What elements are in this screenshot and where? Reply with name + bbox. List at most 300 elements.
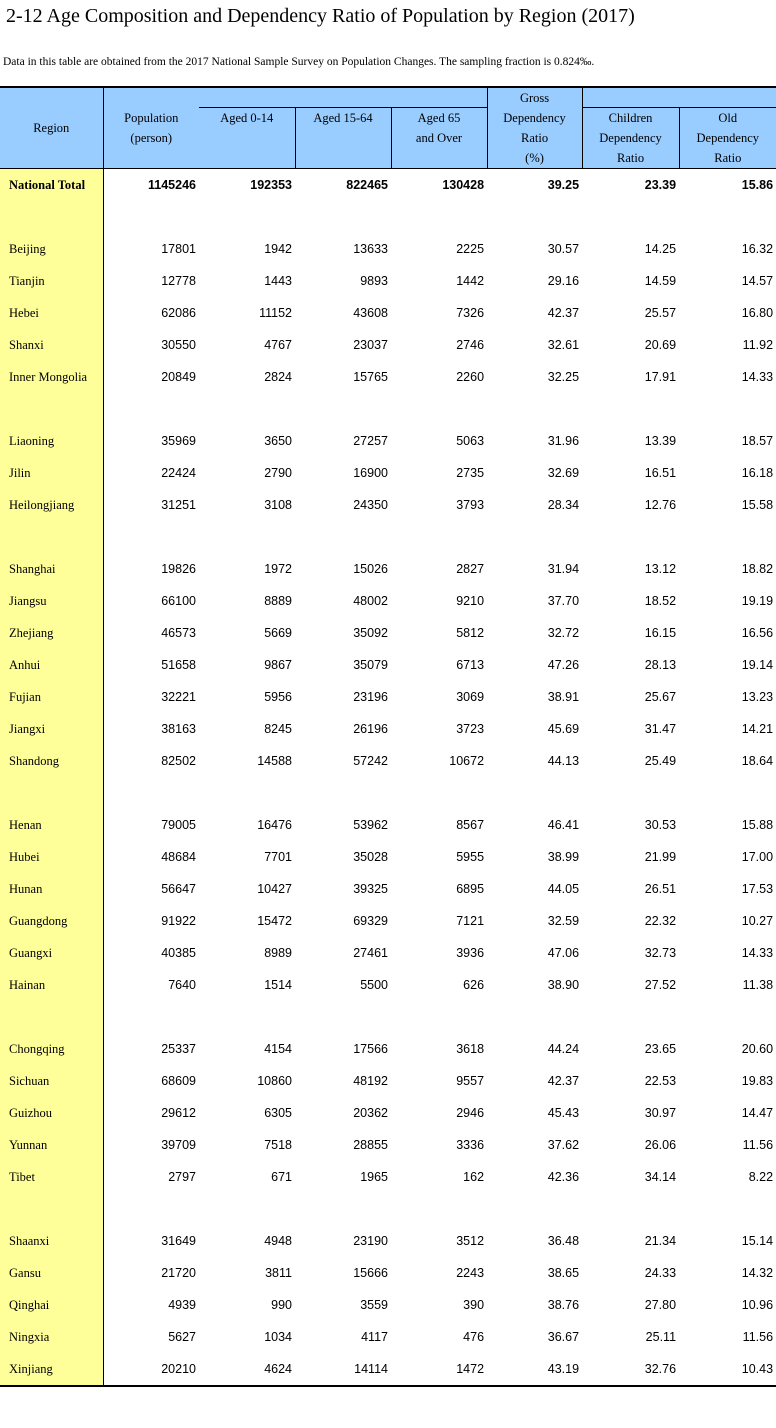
children-dependency-ratio-cell: 16.15 [644,626,677,640]
aged-65-over-cell: 1472 [391,1353,487,1386]
header-population: Population (person) [103,87,199,169]
aged-0-14-cell: 5669 [264,626,292,640]
table-row [0,649,776,681]
table-row [0,809,776,841]
header-old-dependency: Old Dependency Ratio [679,107,776,169]
gross-dependency-ratio-cell: 47.06 [547,946,580,960]
region-name: Jiangxi [0,713,103,745]
header-aged-0-14: Aged 0-14 [199,107,295,169]
gross-dependency-ratio-cell: 47.26 [547,658,580,672]
aged-15-64-cell: 17566 [353,1042,388,1056]
children-dependency-ratio-cell: 16.51 [644,466,677,480]
aged-65-over-cell: 6713 [456,658,485,672]
population-cell: 46573 [161,626,196,640]
aged-15-64-cell: 24350 [353,498,388,512]
region-name: Anhui [0,649,103,681]
aged-65-over-cell: 2746 [456,338,485,352]
children-dependency-ratio-cell: 23.65 [644,1042,677,1056]
aged-65-over-cell: 5955 [456,850,485,864]
table-row [0,1129,776,1161]
spacer-row [0,201,776,233]
old-dependency-ratio-cell: 11.38 [742,978,774,992]
table-row [0,617,776,649]
region-name: Chongqing [0,1033,103,1065]
aged-0-14-cell: 4948 [264,1234,292,1248]
aged-0-14-cell: 10427 [257,882,292,896]
aged-0-14-cell: 4767 [264,338,292,352]
aged-15-64-cell: 1965 [360,1170,388,1184]
population-cell: 35969 [161,434,196,448]
aged-15-64-cell: 13633 [353,242,388,256]
old-dependency-ratio-cell: 11.56 [742,1330,774,1344]
table-row [0,1225,776,1257]
region-name: Guangdong [0,905,103,937]
population-cell: 5627 [168,1330,196,1344]
aged-0-14-cell: 15472 [257,914,292,928]
population-cell: 25337 [161,1042,196,1056]
population-cell: 22424 [161,466,196,480]
population-cell: 17801 [161,242,196,256]
old-dependency-ratio-cell: 16.32 [741,242,774,256]
spacer-region [0,201,103,233]
region-name: Shandong [0,745,103,777]
children-dependency-ratio-cell: 32.76 [582,1353,679,1386]
gross-dependency-ratio-cell: 44.13 [547,754,580,768]
population-cell: 31251 [161,498,196,512]
children-dependency-ratio-cell: 20.69 [644,338,677,352]
page-title: 2-12 Age Composition and Dependency Ratio of Population by Region (2017) [6,5,635,27]
table-row [0,233,776,265]
old-dependency-ratio-cell: 14.32 [741,1266,774,1280]
spacer-row [0,777,776,809]
gross-dependency-ratio-cell: 32.61 [547,338,580,352]
table-row [0,905,776,937]
old-dependency-ratio-cell: 16.56 [741,626,774,640]
region-name: Shanxi [0,329,103,361]
region-name: Guizhou [0,1097,103,1129]
old-dependency-ratio-cell: 16.18 [741,466,774,480]
population-cell: 32221 [161,690,196,704]
aged-15-64-cell: 15026 [353,562,388,576]
aged-0-14-cell: 14588 [257,754,292,768]
children-dependency-ratio-cell: 21.99 [644,850,677,864]
aged-15-64-cell: 20362 [353,1106,388,1120]
aged-15-64-cell: 69329 [353,914,388,928]
gross-dependency-ratio-cell: 38.76 [547,1298,580,1312]
region-name: Inner Mongolia [0,361,103,393]
table-header [0,87,776,169]
old-dependency-ratio-cell: 13.23 [741,690,774,704]
table-row [0,1065,776,1097]
children-dependency-ratio-cell: 22.32 [644,914,677,928]
children-dependency-ratio-cell: 21.34 [644,1234,677,1248]
aged-15-64-cell: 28855 [353,1138,388,1152]
aged-15-64-cell: 3559 [360,1298,388,1312]
region-name: Hainan [0,969,103,1001]
aged-65-over-cell: 3618 [456,1042,485,1056]
header-aged-65-over: Aged 65 and Over [391,107,487,169]
aged-15-64-cell: 15765 [353,370,388,384]
aged-15-64-cell: 23196 [353,690,388,704]
gross-dependency-ratio-cell: 37.70 [547,594,580,608]
table-row [0,841,776,873]
old-dependency-ratio-cell: 18.82 [741,562,774,576]
aged-0-14-cell: 9867 [264,658,292,672]
aged-0-14-cell: 3650 [264,434,292,448]
table-row [0,1257,776,1289]
population-cell: 68609 [161,1074,196,1088]
children-dependency-ratio-cell: 26.06 [644,1138,677,1152]
table-body [0,169,776,1387]
old-dependency-ratio-cell: 19.83 [741,1074,774,1088]
gross-dependency-ratio-cell: 38.99 [547,850,580,864]
population-cell: 66100 [161,594,196,608]
table-row [0,873,776,905]
aged-15-64-cell: 48192 [353,1074,388,1088]
aged-65-over-cell: 2827 [456,562,485,576]
gross-dependency-ratio-cell: 32.25 [547,370,580,384]
population-cell: 7640 [168,978,196,992]
table-row [0,297,776,329]
aged-65-over-cell: 2260 [456,370,485,384]
old-dependency-ratio-cell: 10.96 [741,1298,774,1312]
population-cell: 4939 [168,1298,196,1312]
aged-65-over-cell: 5812 [456,626,485,640]
children-dependency-ratio-cell: 24.33 [644,1266,677,1280]
population-cell: 40385 [161,946,196,960]
old-dependency-ratio-cell: 15.58 [741,498,774,512]
region-name: Hubei [0,841,103,873]
children-dependency-ratio-cell: 27.52 [644,978,677,992]
header-region: Region [0,87,103,169]
spacer-region [0,777,103,809]
aged-65-over-cell: 2735 [456,466,485,480]
children-dependency-ratio-cell: 25.57 [644,306,677,320]
gross-dependency-ratio-cell: 39.25 [547,178,580,192]
aged-15-64-cell: 14114 [295,1353,391,1386]
old-dependency-ratio-cell: 17.53 [741,882,774,896]
aged-0-14-cell: 2790 [264,466,292,480]
gross-dependency-ratio-cell: 31.94 [547,562,580,576]
old-dependency-ratio-cell: 18.64 [741,754,774,768]
aged-65-over-cell: 626 [463,978,485,992]
spacer-region [0,393,103,425]
region-name: Hebei [0,297,103,329]
region-name: Shanghai [0,553,103,585]
old-dependency-ratio-cell: 15.86 [741,178,774,192]
header-aged-15-64: Aged 15-64 [295,107,391,169]
gross-dependency-ratio-cell: 36.67 [547,1330,580,1344]
aged-15-64-cell: 16900 [353,466,388,480]
spacer-row [0,393,776,425]
aged-15-64-cell: 27257 [353,434,388,448]
table-row [0,265,776,297]
children-dependency-ratio-cell: 18.52 [644,594,677,608]
aged-15-64-cell: 35079 [353,658,388,672]
aged-15-64-cell: 26196 [353,722,388,736]
population-cell: 56647 [161,882,196,896]
gross-dependency-ratio-cell: 38.65 [547,1266,580,1280]
population-cell: 1145246 [148,178,196,192]
aged-65-over-cell: 5063 [456,434,485,448]
aged-65-over-cell: 1442 [456,274,485,288]
children-dependency-ratio-cell: 31.47 [644,722,677,736]
old-dependency-ratio-cell: 10.43 [679,1353,776,1386]
gross-dependency-ratio-cell: 44.05 [547,882,580,896]
children-dependency-ratio-cell: 27.80 [644,1298,677,1312]
table-row [0,1033,776,1065]
old-dependency-ratio-cell: 14.33 [741,946,774,960]
children-dependency-ratio-cell: 14.25 [644,242,677,256]
region-name: Xinjiang [0,1353,103,1386]
population-cell: 51658 [161,658,196,672]
gross-dependency-ratio-cell: 43.19 [487,1353,582,1386]
gross-dependency-ratio-cell: 36.48 [547,1234,580,1248]
population-cell: 31649 [161,1234,196,1248]
gross-dependency-ratio-cell: 32.59 [547,914,580,928]
aged-0-14-cell: 7518 [264,1138,292,1152]
aged-15-64-cell: 5500 [360,978,388,992]
children-dependency-ratio-cell: 26.51 [644,882,677,896]
table-row [0,1289,776,1321]
children-dependency-ratio-cell: 14.59 [644,274,677,288]
aged-65-over-cell: 7326 [456,306,485,320]
aged-0-14-cell: 671 [271,1170,292,1184]
children-dependency-ratio-cell: 13.12 [644,562,677,576]
population-cell: 20849 [161,370,196,384]
header-gross-dependency: Gross Dependency Ratio (%) [487,87,582,169]
aged-65-over-cell: 2946 [456,1106,485,1120]
aged-65-over-cell: 2243 [456,1266,485,1280]
aged-0-14-cell: 4624 [199,1353,295,1386]
table-row [0,553,776,585]
data-table [0,86,776,1387]
aged-65-over-cell: 2225 [456,242,485,256]
table-row [0,1161,776,1193]
children-dependency-ratio-cell: 12.76 [644,498,677,512]
children-dependency-ratio-cell: 30.97 [644,1106,677,1120]
children-dependency-ratio-cell: 13.39 [644,434,677,448]
table-note: Data in this table are obtained from the 2017 National Sample Survey on Population Changes. The sampling fraction is 0.824‰. [3,56,595,68]
table-row [0,585,776,617]
old-dependency-ratio-cell: 17.00 [741,850,774,864]
region-name: Hunan [0,873,103,905]
gross-dependency-ratio-cell: 45.69 [547,722,580,736]
table-row [0,425,776,457]
aged-65-over-cell: 130428 [442,178,485,192]
table-row [0,457,776,489]
children-dependency-ratio-cell: 34.14 [644,1170,677,1184]
old-dependency-ratio-cell: 14.21 [741,722,774,736]
table-row [0,489,776,521]
aged-15-64-cell: 4117 [361,1330,388,1344]
aged-65-over-cell: 6895 [456,882,485,896]
old-dependency-ratio-cell: 15.14 [741,1234,774,1248]
gross-dependency-ratio-cell: 32.72 [547,626,580,640]
children-dependency-ratio-cell: 23.39 [644,178,677,192]
table-row [0,1353,776,1386]
table-row [0,937,776,969]
aged-0-14-cell: 1942 [264,242,292,256]
aged-0-14-cell: 8245 [264,722,292,736]
aged-15-64-cell: 27461 [353,946,388,960]
population-cell: 48684 [161,850,196,864]
children-dependency-ratio-cell: 25.11 [645,1330,677,1344]
header-children-dependency: Children Dependency Ratio [582,107,679,169]
header-ratio-span [582,87,776,107]
aged-0-14-cell: 990 [271,1298,292,1312]
region-name: Jilin [0,457,103,489]
region-name: National Total [0,169,103,202]
population-cell: 62086 [161,306,196,320]
population-cell: 30550 [161,338,196,352]
gross-dependency-ratio-cell: 30.57 [547,242,580,256]
aged-0-14-cell: 10860 [257,1074,292,1088]
old-dependency-ratio-cell: 14.57 [741,274,774,288]
spacer-row [0,1001,776,1033]
table-row [0,361,776,393]
aged-0-14-cell: 8889 [264,594,292,608]
aged-15-64-cell: 48002 [353,594,388,608]
region-name: Tianjin [0,265,103,297]
gross-dependency-ratio-cell: 42.37 [547,1074,580,1088]
aged-0-14-cell: 4154 [264,1042,292,1056]
old-dependency-ratio-cell: 15.88 [741,818,774,832]
aged-15-64-cell: 39325 [353,882,388,896]
population-cell: 38163 [161,722,196,736]
gross-dependency-ratio-cell: 31.96 [547,434,580,448]
aged-15-64-cell: 57242 [353,754,388,768]
table-row [0,329,776,361]
aged-15-64-cell: 35028 [353,850,388,864]
table-row [0,745,776,777]
population-cell: 2797 [168,1170,196,1184]
children-dependency-ratio-cell: 22.53 [644,1074,677,1088]
population-cell: 79005 [161,818,196,832]
old-dependency-ratio-cell: 18.57 [741,434,774,448]
gross-dependency-ratio-cell: 28.34 [547,498,580,512]
aged-65-over-cell: 3336 [456,1138,485,1152]
region-name: Zhejiang [0,617,103,649]
aged-0-14-cell: 1972 [264,562,292,576]
aged-0-14-cell: 2824 [264,370,292,384]
population-cell: 29612 [161,1106,196,1120]
aged-65-over-cell: 3512 [456,1234,485,1248]
aged-65-over-cell: 10672 [449,754,485,768]
header-age-span [199,87,487,107]
region-name: Jiangsu [0,585,103,617]
aged-0-14-cell: 1514 [264,978,292,992]
gross-dependency-ratio-cell: 42.37 [547,306,580,320]
aged-65-over-cell: 9210 [456,594,485,608]
total-row [0,169,776,202]
gross-dependency-ratio-cell: 29.16 [547,274,580,288]
region-name: Tibet [0,1161,103,1193]
children-dependency-ratio-cell: 28.13 [644,658,677,672]
aged-15-64-cell: 15666 [353,1266,388,1280]
gross-dependency-ratio-cell: 32.69 [547,466,580,480]
population-cell: 19826 [161,562,196,576]
aged-15-64-cell: 23037 [353,338,388,352]
aged-15-64-cell: 9893 [360,274,388,288]
gross-dependency-ratio-cell: 44.24 [547,1042,580,1056]
aged-65-over-cell: 8567 [456,818,485,832]
aged-0-14-cell: 1443 [264,274,292,288]
old-dependency-ratio-cell: 16.80 [741,306,774,320]
old-dependency-ratio-cell: 11.92 [742,338,774,352]
region-name: Beijing [0,233,103,265]
aged-15-64-cell: 23190 [353,1234,388,1248]
region-name: Henan [0,809,103,841]
population-cell: 20210 [103,1353,199,1386]
region-name: Ningxia [0,1321,103,1353]
aged-0-14-cell: 1034 [264,1330,292,1344]
gross-dependency-ratio-cell: 38.90 [547,978,580,992]
region-name: Sichuan [0,1065,103,1097]
gross-dependency-ratio-cell: 38.91 [547,690,580,704]
old-dependency-ratio-cell: 10.27 [741,914,774,928]
aged-0-14-cell: 7701 [264,850,292,864]
population-cell: 39709 [161,1138,196,1152]
spacer-row [0,1193,776,1225]
spacer-region [0,1193,103,1225]
region-name: Yunnan [0,1129,103,1161]
aged-65-over-cell: 3069 [456,690,485,704]
spacer-region [0,1001,103,1033]
aged-0-14-cell: 16476 [257,818,292,832]
old-dependency-ratio-cell: 19.14 [741,658,774,672]
table-row [0,1097,776,1129]
aged-65-over-cell: 9557 [456,1074,485,1088]
old-dependency-ratio-cell: 19.19 [741,594,774,608]
children-dependency-ratio-cell: 25.67 [644,690,677,704]
children-dependency-ratio-cell: 32.73 [644,946,677,960]
region-name: Heilongjiang [0,489,103,521]
region-name: Fujian [0,681,103,713]
aged-65-over-cell: 3723 [456,722,485,736]
old-dependency-ratio-cell: 8.22 [748,1170,774,1184]
aged-65-over-cell: 390 [463,1298,485,1312]
aged-65-over-cell: 476 [463,1330,485,1344]
population-cell: 91922 [161,914,196,928]
aged-15-64-cell: 53962 [353,818,388,832]
aged-65-over-cell: 162 [463,1170,485,1184]
population-cell: 82502 [161,754,196,768]
aged-15-64-cell: 43608 [353,306,388,320]
population-cell: 12778 [161,274,196,288]
region-name: Liaoning [0,425,103,457]
aged-0-14-cell: 11152 [259,306,292,320]
aged-0-14-cell: 3108 [264,498,292,512]
aged-65-over-cell: 3793 [456,498,485,512]
table-row [0,681,776,713]
aged-0-14-cell: 6305 [264,1106,292,1120]
spacer-row [0,521,776,553]
aged-15-64-cell: 822465 [346,178,388,192]
region-name: Shaanxi [0,1225,103,1257]
aged-65-over-cell: 7121 [456,914,485,928]
aged-0-14-cell: 192353 [250,178,292,192]
gross-dependency-ratio-cell: 37.62 [547,1138,580,1152]
aged-0-14-cell: 5956 [264,690,292,704]
spacer-region [0,521,103,553]
old-dependency-ratio-cell: 20.60 [741,1042,774,1056]
population-cell: 21720 [161,1266,196,1280]
region-name: Gansu [0,1257,103,1289]
gross-dependency-ratio-cell: 45.43 [547,1106,580,1120]
table-row [0,969,776,1001]
children-dependency-ratio-cell: 25.49 [644,754,677,768]
